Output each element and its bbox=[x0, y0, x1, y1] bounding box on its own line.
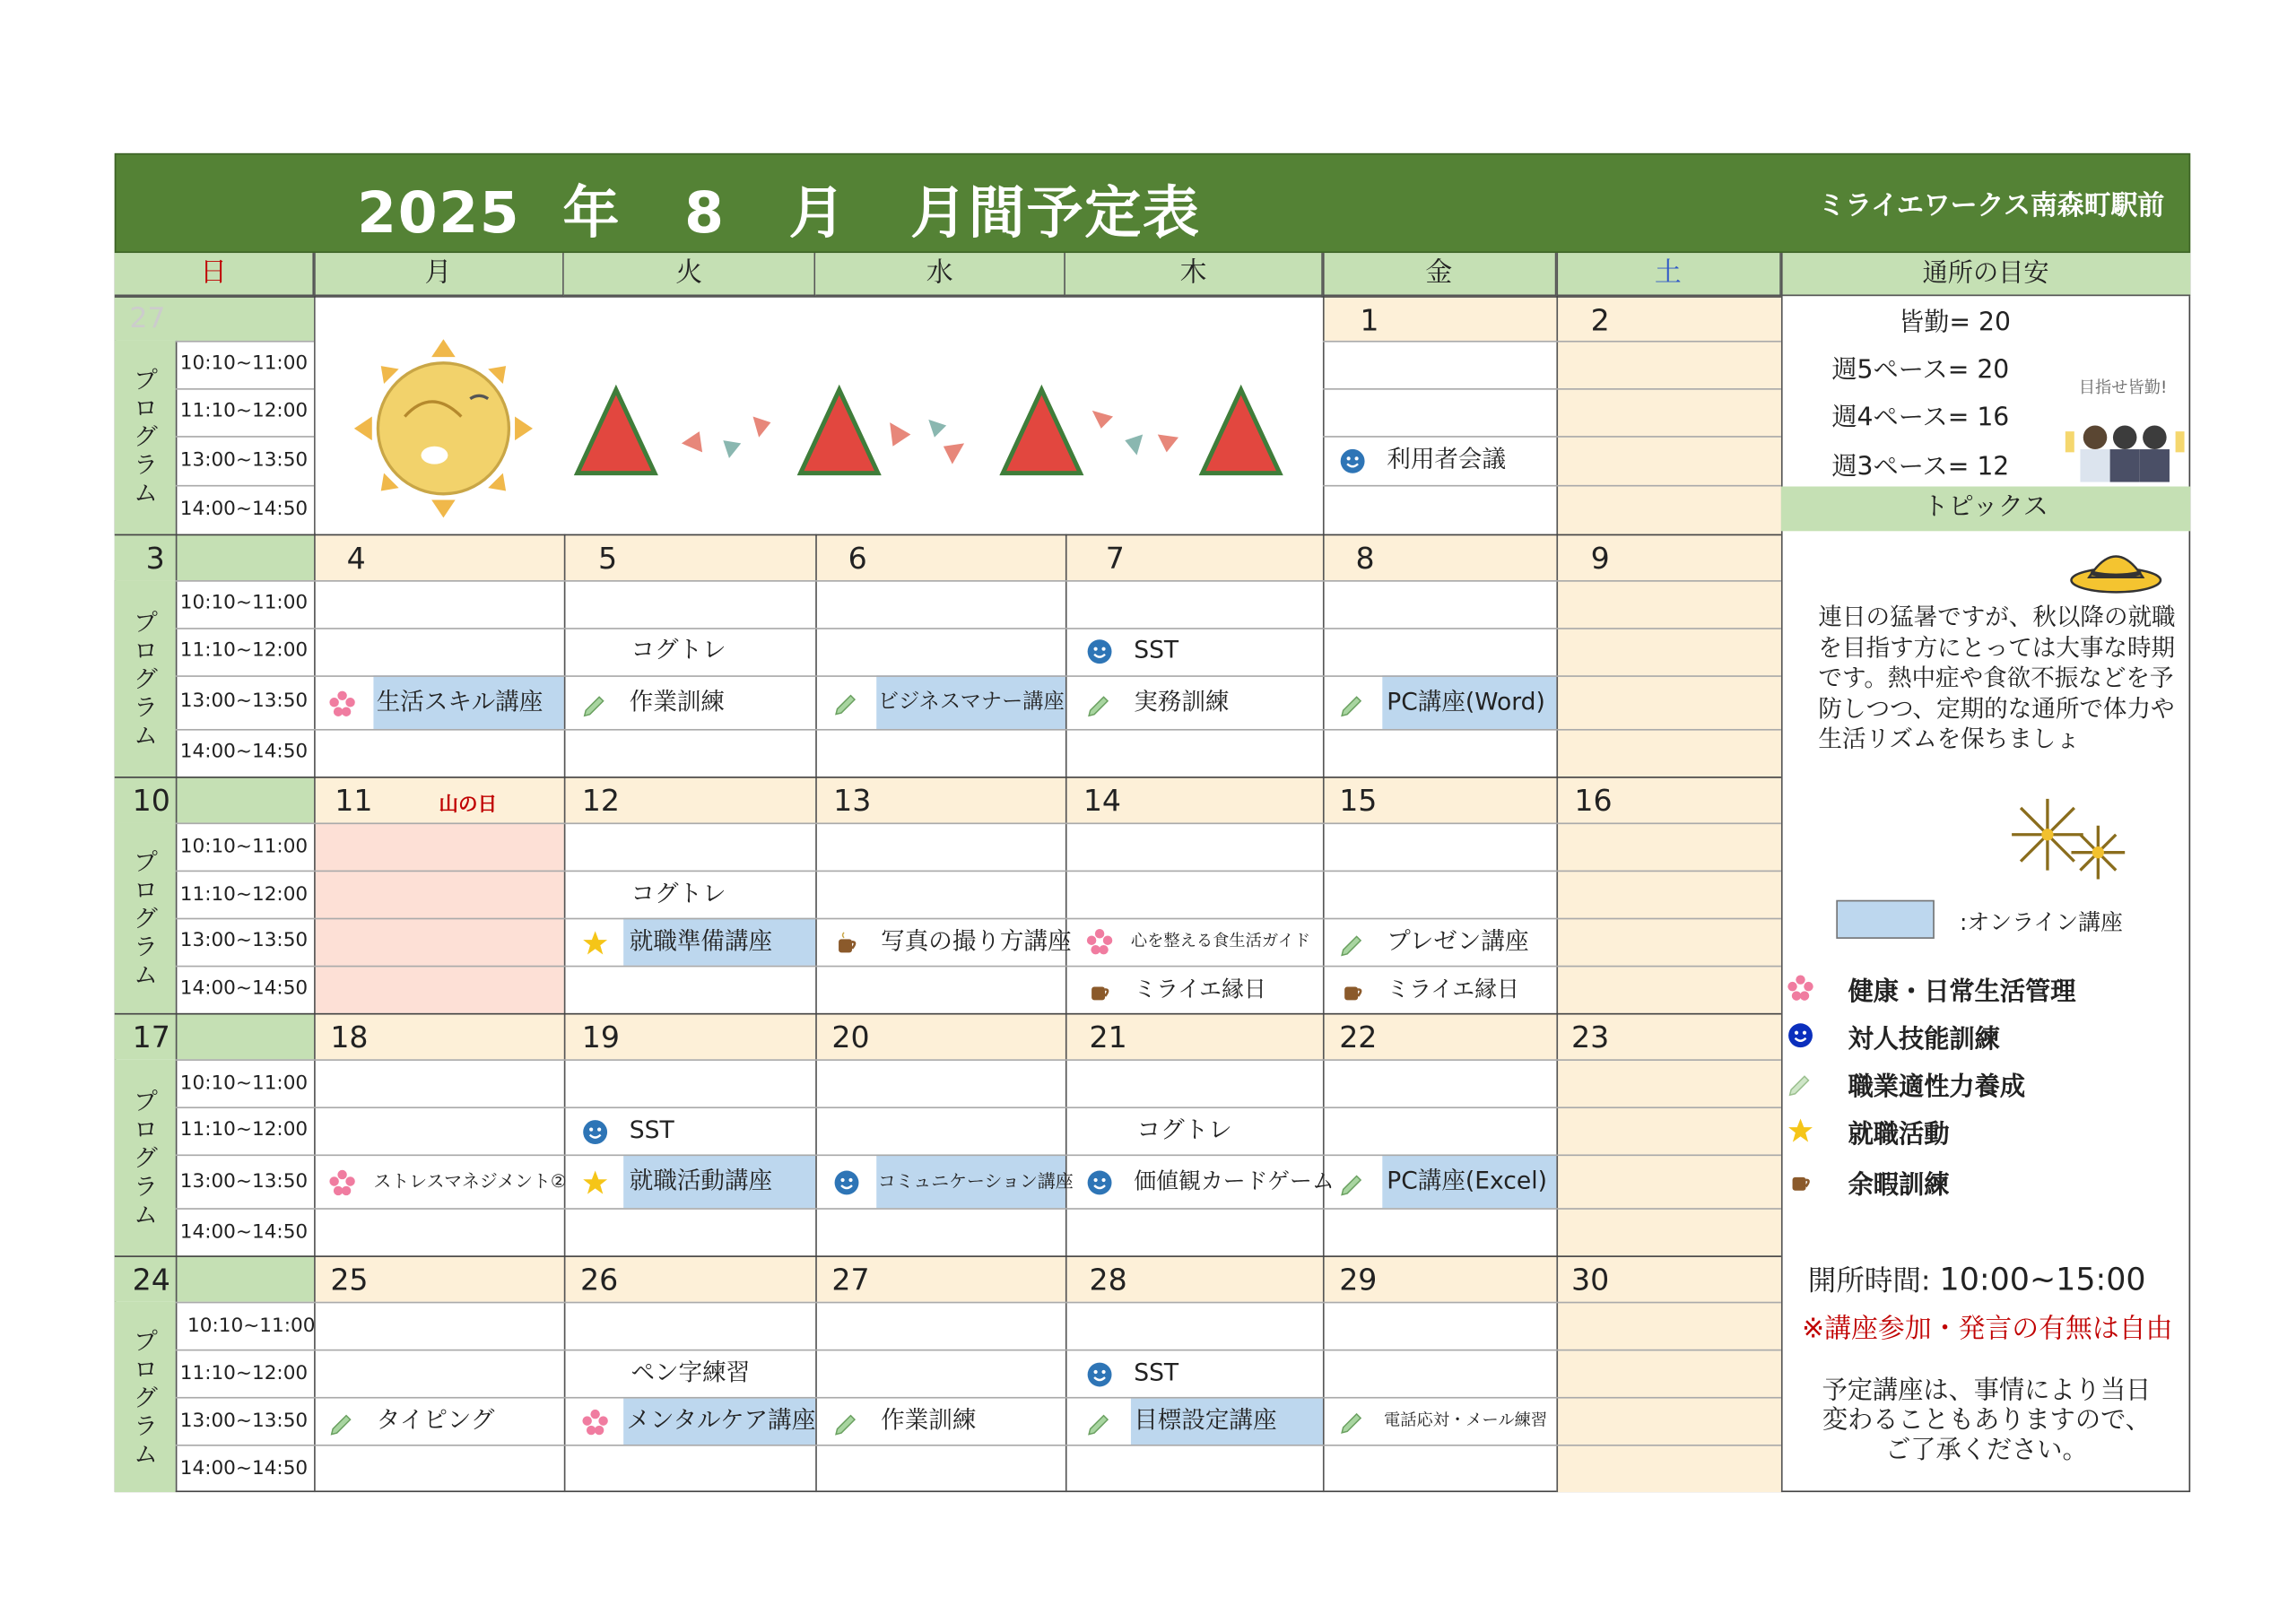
time-slot: 14:00~14:50 bbox=[179, 498, 309, 521]
weekday-tue: 火 bbox=[564, 253, 815, 296]
time-slot: 13:00~13:50 bbox=[179, 929, 309, 952]
weekday-mon: 月 bbox=[314, 253, 564, 296]
date: 30 bbox=[1571, 1261, 1610, 1298]
time-slot: 14:00~14:50 bbox=[179, 977, 309, 1000]
org-name: ミライエワークス南森町駅前 bbox=[1818, 190, 2165, 222]
pencil-icon bbox=[1787, 1070, 1814, 1097]
date: 23 bbox=[1571, 1019, 1610, 1055]
smiley-icon bbox=[1339, 447, 1366, 474]
event-cell: ビジネスマナー講座 bbox=[833, 679, 1065, 726]
date: 20 bbox=[831, 1019, 870, 1055]
date: 5 bbox=[597, 540, 618, 577]
date: 4 bbox=[346, 540, 366, 577]
legend-item: 健康・日常生活管理 bbox=[1848, 977, 2076, 1008]
event-cell: SST bbox=[1086, 626, 1178, 673]
legend-item: 余暇訓練 bbox=[1848, 1170, 1950, 1201]
time-slot: 13:00~13:50 bbox=[179, 1170, 309, 1193]
row-separator bbox=[176, 1208, 1781, 1210]
row-separator bbox=[176, 341, 314, 343]
date: 6 bbox=[848, 540, 867, 577]
week3-sun-date: 17 bbox=[132, 1019, 170, 1055]
cheer-text: 目指せ皆勤! bbox=[2078, 378, 2168, 397]
week0-sat-date: 2 bbox=[1590, 301, 1610, 338]
online-legend-label: :オンライン講座 bbox=[1960, 908, 2123, 936]
pencil-icon bbox=[833, 689, 860, 716]
week0-fri-date-bar bbox=[1323, 296, 1556, 341]
week1-sun-date-bg bbox=[115, 534, 314, 580]
smiley-icon bbox=[833, 1168, 860, 1195]
event-cell: 電話応対・メール練習 bbox=[1339, 1397, 1547, 1445]
flower-icon bbox=[329, 690, 356, 716]
time-slot: 11:10~12:00 bbox=[179, 1118, 309, 1141]
flower-icon bbox=[1787, 975, 1814, 1002]
time-slot: 11:10~12:00 bbox=[179, 400, 309, 423]
star-icon bbox=[582, 1168, 609, 1195]
guide-title: 通所の目安 bbox=[1781, 253, 2190, 296]
pencil-icon bbox=[1339, 1408, 1366, 1435]
time-slot: 14:00~14:50 bbox=[179, 1221, 309, 1245]
watermelon-icon bbox=[578, 390, 1280, 473]
page-title: 2025 年 8 月 月間予定表 bbox=[357, 179, 1201, 246]
event-cell: ミライエ縁日 bbox=[1339, 966, 1519, 1013]
smiley-icon bbox=[1086, 1168, 1113, 1195]
flower-icon bbox=[329, 1168, 356, 1195]
row-separator bbox=[1323, 388, 1781, 390]
opening-hours: 開所時間: 10:00~15:00 bbox=[1807, 1261, 2146, 1298]
event-cell: 目標設定講座 bbox=[1086, 1397, 1276, 1445]
row-separator bbox=[176, 485, 314, 487]
event-cell: メンタルケア講座 bbox=[582, 1397, 816, 1445]
row-separator bbox=[176, 1445, 1781, 1446]
row-separator bbox=[1323, 485, 1781, 487]
program-label: プ ロ グ ラ ム bbox=[134, 1087, 158, 1229]
row-separator bbox=[176, 628, 1781, 629]
date: 27 bbox=[831, 1261, 870, 1298]
week-separator bbox=[115, 1013, 1781, 1015]
event-cell: 利用者会議 bbox=[1339, 436, 1506, 483]
event-cell: 実務訓練 bbox=[1086, 679, 1229, 726]
event-cell: プレゼン講座 bbox=[1339, 918, 1528, 966]
event-cell: ストレスマネジメント② bbox=[329, 1158, 567, 1205]
smiley-icon bbox=[1787, 1022, 1814, 1049]
saturday-column bbox=[1556, 296, 1781, 1492]
weekday-fri: 金 bbox=[1323, 253, 1556, 296]
date: 11 bbox=[335, 782, 373, 819]
topics-text: 連日の猛暑ですが、秋以降の就職を目指す方にとっては大事な時期です。熱中症や食欲不振などを予防しつつ、定期的な通所で体力や生活リズムを保ちましょ bbox=[1818, 602, 2176, 753]
grid-line bbox=[1323, 253, 1325, 1492]
participation-note: ※講座参加・発言の有無は自由 bbox=[1802, 1313, 2173, 1345]
coffee-icon bbox=[1086, 976, 1113, 1003]
weekday-wed: 水 bbox=[815, 253, 1065, 296]
time-slot: 10:10~11:00 bbox=[187, 1315, 316, 1338]
flower-icon bbox=[1086, 928, 1113, 955]
grid-line bbox=[176, 341, 178, 1492]
pencil-icon bbox=[582, 690, 609, 716]
time-slot: 11:10~12:00 bbox=[179, 883, 309, 907]
time-slot: 13:00~13:50 bbox=[179, 690, 309, 713]
row-separator bbox=[176, 966, 1781, 968]
date: 14 bbox=[1083, 782, 1122, 819]
row-separator bbox=[176, 1107, 1781, 1108]
row-separator bbox=[176, 729, 1781, 731]
event-cell: 作業訓練 bbox=[833, 1397, 976, 1445]
program-label: プ ロ グ ラ ム bbox=[134, 847, 158, 990]
event-cell: 価値観カードゲーム bbox=[1086, 1158, 1335, 1205]
smiley-icon bbox=[1086, 1360, 1113, 1387]
pencil-icon bbox=[1339, 929, 1366, 956]
coffee-icon bbox=[833, 929, 860, 956]
week0-sun-date: 27 bbox=[129, 301, 166, 335]
straw-hat-icon bbox=[2068, 542, 2163, 595]
date: 8 bbox=[1355, 540, 1375, 577]
date: 28 bbox=[1089, 1261, 1127, 1298]
guide-row: 週4ペース= 16 bbox=[1831, 403, 2010, 433]
time-slot: 14:00~14:50 bbox=[179, 1457, 309, 1480]
event-cell: PC講座(Excel) bbox=[1339, 1158, 1547, 1205]
week-separator bbox=[115, 534, 1781, 536]
week-separator bbox=[115, 777, 1781, 778]
program-label: プ ロ グ ラ ム bbox=[134, 1326, 158, 1469]
confetti-decoration bbox=[682, 411, 1178, 464]
row-separator bbox=[1323, 341, 1781, 343]
time-slot: 10:10~11:00 bbox=[179, 1072, 309, 1096]
date: 12 bbox=[581, 782, 620, 819]
star-icon bbox=[582, 929, 609, 956]
time-slot: 13:00~13:50 bbox=[179, 449, 309, 472]
event-cell: SST bbox=[1086, 1350, 1178, 1397]
date: 19 bbox=[581, 1019, 620, 1055]
time-slot: 10:10~11:00 bbox=[179, 352, 309, 376]
row-separator bbox=[176, 1059, 1781, 1061]
row-separator bbox=[176, 822, 1781, 824]
date: 13 bbox=[833, 782, 872, 819]
row-separator bbox=[176, 1350, 1781, 1351]
event-cell: コグトレ bbox=[631, 635, 726, 664]
row-separator bbox=[176, 436, 314, 438]
pencil-icon bbox=[833, 1408, 860, 1435]
footer-note: 予定講座は、事情により当日 変わることもありますので、 ご了承ください。 bbox=[1822, 1376, 2152, 1466]
event-cell: ミライエ縁日 bbox=[1086, 966, 1266, 1013]
star-icon bbox=[1787, 1117, 1814, 1144]
people-icon bbox=[2063, 420, 2187, 485]
date: 16 bbox=[1574, 782, 1613, 819]
coffee-icon bbox=[1787, 1167, 1814, 1194]
event-cell: 生活スキル講座 bbox=[329, 679, 544, 726]
row-separator bbox=[176, 1302, 1781, 1304]
time-slot: 10:10~11:00 bbox=[179, 836, 309, 859]
event-cell: 作業訓練 bbox=[582, 679, 725, 726]
pencil-icon bbox=[329, 1408, 356, 1435]
pencil-icon bbox=[1339, 1168, 1366, 1195]
sun-icon bbox=[354, 339, 533, 517]
smiley-icon bbox=[1086, 638, 1113, 664]
summer-illustration-area bbox=[316, 298, 1322, 533]
date: 7 bbox=[1105, 540, 1125, 577]
pencil-icon bbox=[1086, 1408, 1113, 1435]
time-slot: 11:10~12:00 bbox=[179, 1362, 309, 1385]
legend-item: 職業適性力養成 bbox=[1848, 1072, 2026, 1103]
row-separator bbox=[176, 675, 1781, 677]
date: 21 bbox=[1089, 1019, 1127, 1055]
holiday-label: 山の日 bbox=[439, 794, 498, 817]
date: 22 bbox=[1339, 1019, 1378, 1055]
time-slot: 14:00~14:50 bbox=[179, 741, 309, 764]
row-separator bbox=[176, 580, 1781, 582]
week0-fri-date: 1 bbox=[1360, 301, 1379, 338]
date: 25 bbox=[330, 1261, 369, 1298]
legend-item: 就職活動 bbox=[1848, 1120, 1950, 1150]
date: 18 bbox=[330, 1019, 369, 1055]
event-cell: 就職準備講座 bbox=[582, 918, 772, 966]
weekday-sat: 土 bbox=[1556, 253, 1781, 296]
event-cell: 就職活動講座 bbox=[582, 1158, 772, 1205]
week1-sun-date: 3 bbox=[145, 540, 165, 577]
flower-icon bbox=[582, 1408, 609, 1435]
event-cell: 心を整える食生活ガイド bbox=[1086, 918, 1310, 966]
time-slot: 11:10~12:00 bbox=[179, 639, 309, 663]
event-cell: コグトレ bbox=[631, 879, 726, 908]
week2-sun-date: 10 bbox=[132, 782, 170, 819]
program-label: プ ロ グ ラ ム bbox=[134, 366, 158, 508]
event-cell: コミュニケーション講座 bbox=[833, 1158, 1074, 1205]
grid-line bbox=[1781, 253, 1783, 1492]
legend-item: 対人技能訓練 bbox=[1848, 1025, 2000, 1055]
event-cell: ペン字練習 bbox=[631, 1358, 751, 1387]
event-cell: PC講座(Word) bbox=[1339, 679, 1545, 726]
date: 26 bbox=[580, 1261, 619, 1298]
row-separator bbox=[176, 1154, 1781, 1156]
pencil-icon bbox=[1339, 690, 1366, 716]
weekday-sun: 日 bbox=[115, 253, 314, 296]
event-cell: タイピング bbox=[329, 1397, 495, 1445]
row-separator bbox=[176, 871, 1781, 872]
grid-line bbox=[1556, 253, 1558, 1492]
date: 15 bbox=[1339, 782, 1378, 819]
event-cell: 写真の撮り方講座 bbox=[833, 918, 1071, 966]
fireworks-icon bbox=[2005, 793, 2130, 885]
row-separator bbox=[176, 388, 314, 390]
topics-title: トピックス bbox=[1781, 487, 2190, 532]
guide-row: 皆勤= 20 bbox=[1899, 308, 2011, 338]
week-separator bbox=[115, 1255, 1781, 1257]
event-cell: SST bbox=[582, 1107, 674, 1154]
event-cell: コグトレ bbox=[1136, 1115, 1232, 1144]
pencil-icon bbox=[1086, 690, 1113, 716]
smiley-icon bbox=[582, 1118, 609, 1145]
date: 9 bbox=[1590, 540, 1610, 577]
date: 29 bbox=[1339, 1261, 1378, 1298]
time-slot: 10:10~11:00 bbox=[179, 592, 309, 615]
weekday-thu: 木 bbox=[1065, 253, 1323, 296]
program-label: プ ロ グ ラ ム bbox=[134, 608, 158, 751]
time-slot: 13:00~13:50 bbox=[179, 1410, 309, 1433]
week4-sun-date: 24 bbox=[132, 1261, 170, 1298]
guide-row: 週5ペース= 20 bbox=[1831, 355, 2010, 386]
guide-row: 週3ペース= 12 bbox=[1831, 452, 2010, 482]
online-legend-swatch bbox=[1836, 900, 1935, 939]
coffee-icon bbox=[1339, 976, 1366, 1003]
summer-illustration bbox=[316, 298, 1322, 533]
